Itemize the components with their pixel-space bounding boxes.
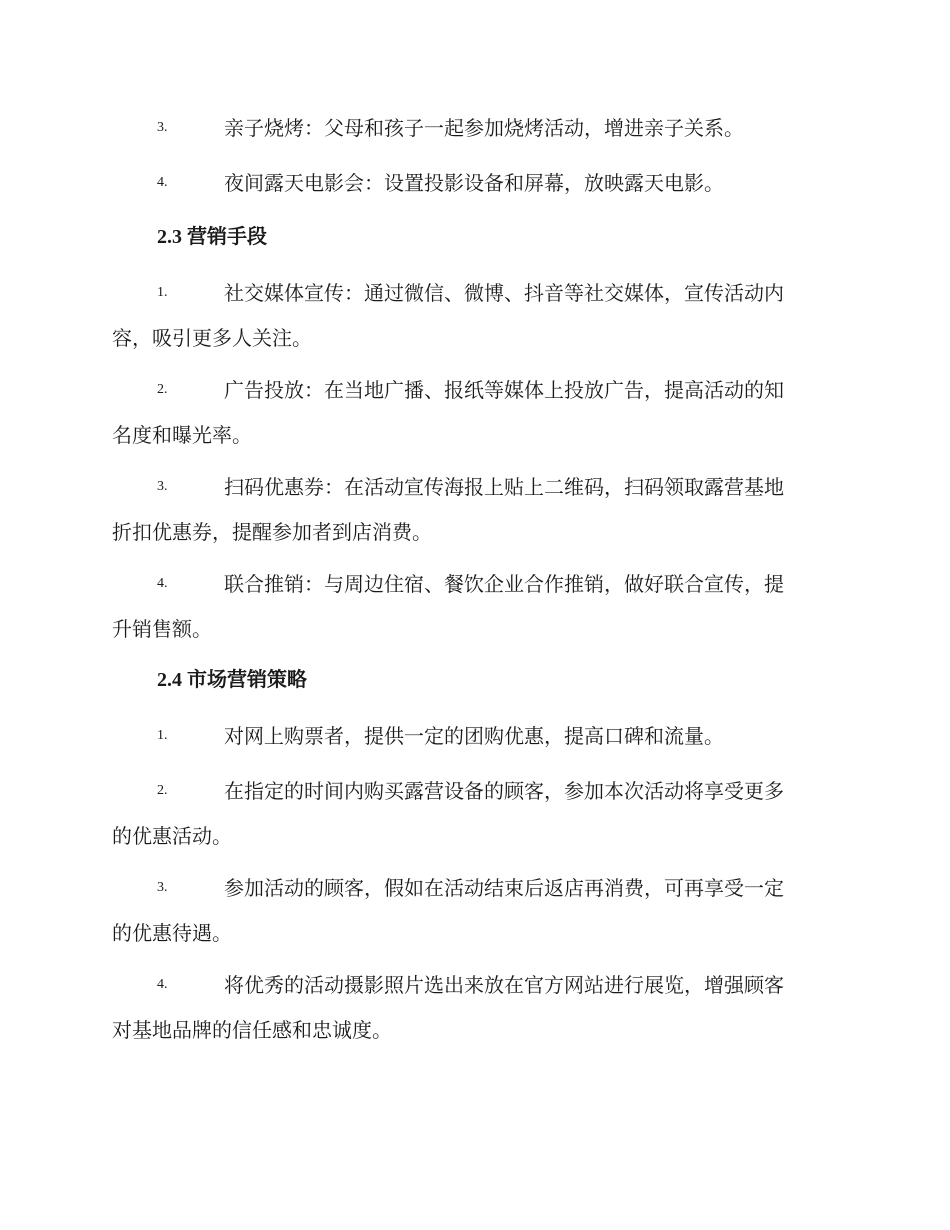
list-text: 对网上购票者，提供一定的团购优惠，提高口碑和流量。 bbox=[224, 724, 724, 748]
list-text: 参加活动的顾客，假如在活动结束后返店再消费，可再享受一定 bbox=[224, 876, 784, 900]
list-number: 1. bbox=[157, 285, 168, 300]
list-number: 4. bbox=[157, 576, 168, 591]
list-text-continued: 升销售额。 bbox=[112, 617, 212, 641]
list-number: 2. bbox=[157, 382, 168, 397]
list-text: 社交媒体宣传：通过微信、微博、抖音等社交媒体，宣传活动内 bbox=[224, 281, 784, 305]
list-number: 1. bbox=[157, 728, 168, 743]
list-text-continued: 容，吸引更多人关注。 bbox=[112, 326, 312, 350]
list-text-continued: 的优惠活动。 bbox=[112, 824, 232, 848]
list-number: 3. bbox=[157, 120, 168, 135]
list-text: 广告投放：在当地广播、报纸等媒体上投放广告，提高活动的知 bbox=[224, 378, 784, 402]
list-number: 4. bbox=[157, 977, 168, 992]
list-number: 4. bbox=[157, 175, 168, 190]
list-text: 在指定的时间内购买露营设备的顾客，参加本次活动将享受更多 bbox=[224, 779, 784, 803]
list-text: 联合推销：与周边住宿、餐饮企业合作推销，做好联合宣传，提 bbox=[224, 572, 784, 596]
list-text-continued: 的优惠待遇。 bbox=[112, 921, 232, 945]
list-number: 3. bbox=[157, 880, 168, 895]
list-text: 夜间露天电影会：设置投影设备和屏幕，放映露天电影。 bbox=[224, 171, 724, 195]
list-text: 将优秀的活动摄影照片选出来放在官方网站进行展览，增强顾客 bbox=[224, 973, 784, 997]
list-text: 亲子烧烤：父母和孩子一起参加烧烤活动，增进亲子关系。 bbox=[224, 116, 744, 140]
section-heading: 2.3 营销手段 bbox=[157, 226, 267, 248]
list-text: 扫码优惠券：在活动宣传海报上贴上二维码，扫码领取露营基地 bbox=[224, 475, 784, 499]
list-number: 2. bbox=[157, 783, 168, 798]
list-text-continued: 名度和曝光率。 bbox=[112, 423, 252, 447]
list-text-continued: 对基地品牌的信任感和忠诚度。 bbox=[112, 1018, 392, 1042]
list-text-continued: 折扣优惠券，提醒参加者到店消费。 bbox=[112, 520, 432, 544]
list-number: 3. bbox=[157, 479, 168, 494]
section-heading: 2.4 市场营销策略 bbox=[157, 669, 307, 691]
